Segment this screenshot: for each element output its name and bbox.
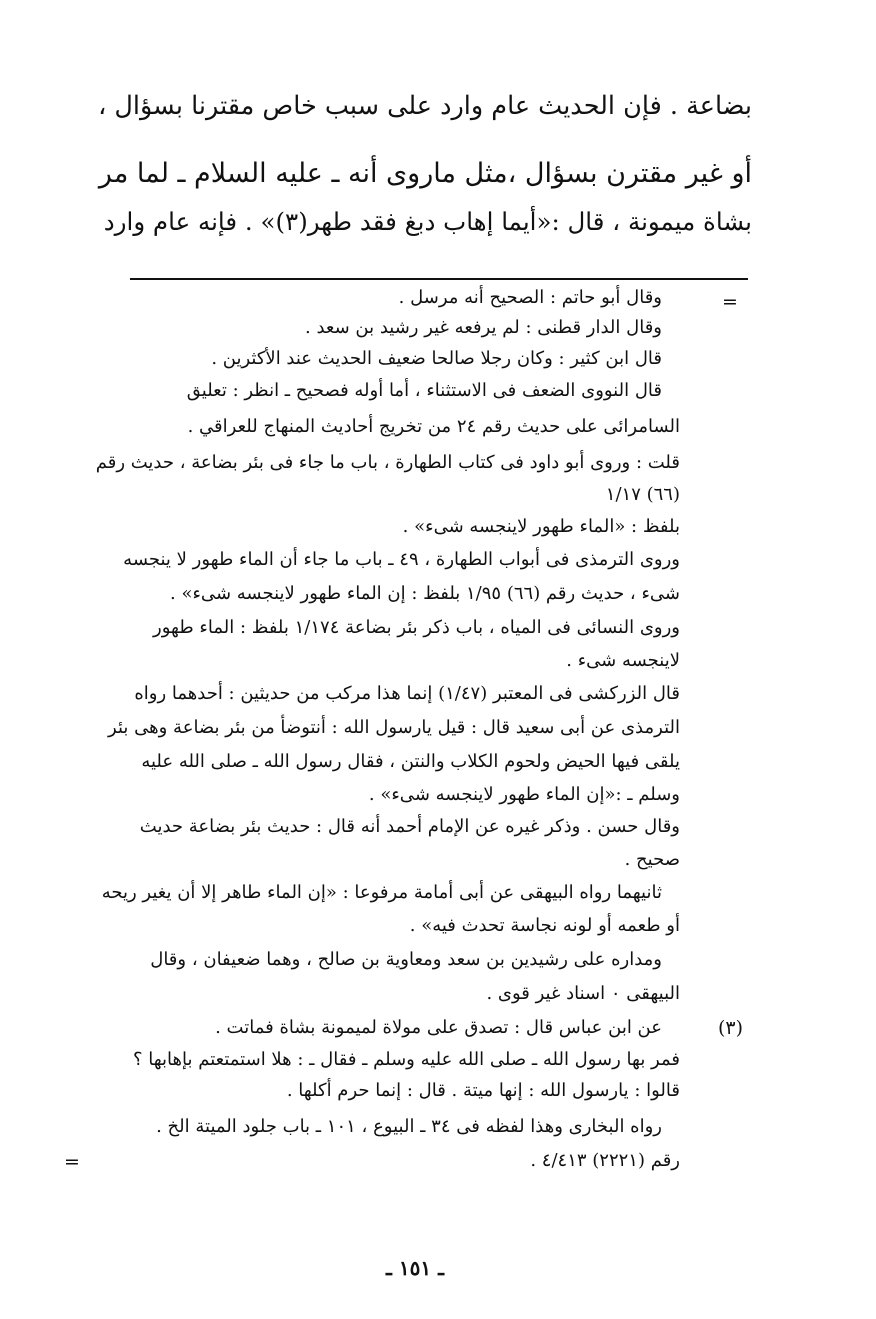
footnote-line: الترمذى عن أبى سعيد قال : قيل يارسول الله : أنتوضأ من بئر بضاعة وهى بئر: [108, 717, 680, 738]
footnote-line: بلفظ : «الماء طهور لاينجسه شىء» .: [402, 516, 680, 537]
footnote-line: ومداره على رشيدين بن سعد ومعاوية بن صالح ، وهما ضعيفان ، وقال: [150, 949, 662, 970]
footnote-line: قال الزركشى فى المعتبر (١/٤٧) إنما هذا مركب من حديثين : أحدهما رواه: [134, 683, 680, 704]
footnote-line: وقال أبو حاتم : الصحيح أنه مرسل .: [398, 287, 662, 308]
footnote-line: وروى النسائى فى المياه ، باب ذكر بئر بضاعة ١/١٧٤ بلفظ : الماء طهور: [153, 617, 680, 638]
footnote-line: أو طعمه أو لونه نجاسة تحدث فيه» .: [409, 915, 680, 936]
main-text-line: بضاعة . فإن الحديث عام وارد على سبب خاص مقترنا بسؤال ،: [98, 91, 752, 121]
footnote-separator: [130, 278, 748, 280]
footnote-number: (٣): [718, 1017, 744, 1039]
footnote-line: صحيح .: [624, 849, 680, 870]
footnote-line: وسلم ـ :«إن الماء طهور لاينجسه شىء» .: [368, 784, 680, 805]
footnote-line: قالوا : يارسول الله : إنها ميتة . قال : إنما حرم أكلها .: [286, 1080, 680, 1101]
main-text-line: أو غير مقترن بسؤال ،مثل ماروى أنه ـ عليه السلام ـ لما مر: [98, 158, 752, 189]
footnote-line: ثانيهما رواه البيهقى عن أبى أمامة مرفوعا : «إن الماء طاهر إلا أن يغير ريحه: [101, 882, 662, 903]
footnote-line: قال ابن كثير : وكان رجلا صالحا ضعيف الحديث عند الأكثرين .: [211, 348, 662, 369]
footnote-line: لاينجسه شىء .: [566, 650, 680, 671]
footnote-line: عن ابن عباس قال : تصدق على مولاة لميمونة بشاة فماتت .: [215, 1017, 662, 1038]
footnote-line: فمر بها رسول الله ـ صلى الله عليه وسلم ـ فقال ـ : هلا استمتعتم بإهابها ؟: [132, 1049, 680, 1070]
main-text-line: بشاة ميمونة ، قال :«أيما إهاب دبغ فقد طهر(٣)» . فإنه عام وارد: [103, 207, 752, 236]
footnote-line: قلت : وروى أبو داود فى كتاب الطهارة ، باب ما جاء فى بئر بضاعة ، حديث رقم: [95, 452, 680, 473]
footnote-line: قال النووى الضعف فى الاستثناء ، أما أوله فصحيح ـ انظر : تعليق: [186, 380, 662, 401]
footnote-line: رقم (٢٢٢١) ٤/٤١٣ .: [530, 1150, 680, 1171]
footnote-line: السامرائى على حديث رقم ٢٤ من تخريج أحاديث المنهاج للعراقي .: [187, 416, 680, 437]
footnote-line: (٦٦) ١/١٧: [605, 484, 680, 505]
footnote-line: رواه البخارى وهذا لفظه فى ٣٤ ـ البيوع ، ١٠١ ـ باب جلود الميتة الخ .: [156, 1116, 662, 1137]
footnote-line: شىء ، حديث رقم (٦٦) ١/٩٥ بلفظ : إن الماء طهور لاينجسه شىء» .: [170, 583, 680, 604]
page-number: ـ ١٥١ ـ: [386, 1256, 444, 1280]
footnote-line: يلقى فيها الحيض ولحوم الكلاب والنتن ، فقال رسول الله ـ صلى الله عليه: [141, 751, 680, 772]
footnote-line: وقال حسن . وذكر غيره عن الإمام أحمد أنه قال : حديث بئر بضاعة حديث: [139, 816, 680, 837]
footnote-line: وروى الترمذى فى أبواب الطهارة ، ٤٩ ـ باب ما جاء أن الماء طهور لا ينجسه: [123, 549, 680, 570]
footnote-line: وقال الدار قطنى : لم يرفعه غير رشيد بن سعد .: [305, 317, 662, 338]
footnote-continuation-marker: =: [64, 1151, 80, 1173]
footnote-line: البيهقى ٠ اسناد غير قوى .: [486, 983, 680, 1004]
footnote-continuation-marker: =: [722, 291, 738, 313]
